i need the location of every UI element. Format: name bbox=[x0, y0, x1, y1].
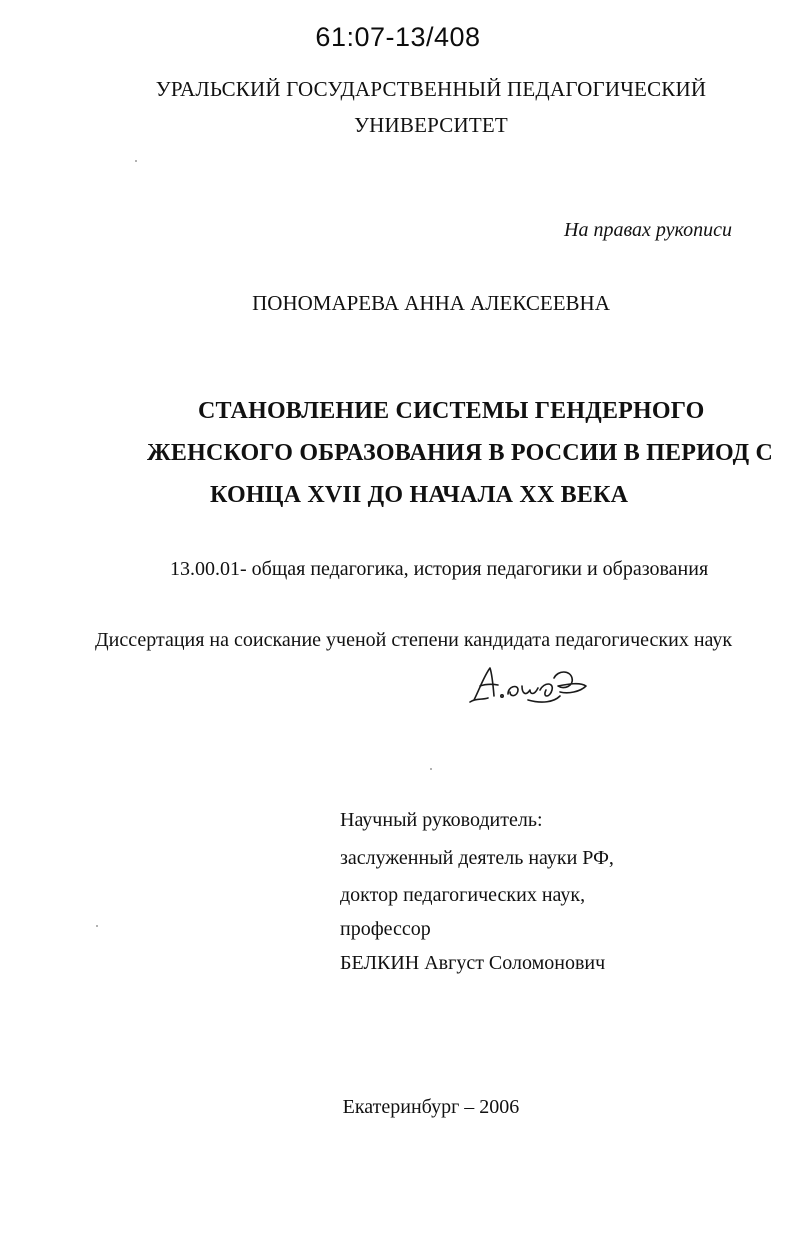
library-stamp-code: 61:07-13/408 bbox=[315, 22, 481, 52]
dissertation-title-line1: СТАНОВЛЕНИЕ СИСТЕМЫ ГЕНДЕРНОГО bbox=[198, 398, 705, 424]
author-name: ПОНОМАРЕВА АННА АЛЕКСЕЕВНА bbox=[252, 291, 610, 315]
dissertation-title-line2: ЖЕНСКОГО ОБРАЗОВАНИЯ В РОССИИ В ПЕРИОД С bbox=[147, 440, 774, 466]
supervisor-name: БЕЛКИН Август Соломонович bbox=[340, 952, 606, 974]
university-name-line1: УРАЛЬСКИЙ ГОСУДАРСТВЕННЫЙ ПЕДАГОГИЧЕСКИЙ bbox=[155, 77, 707, 101]
scan-speck bbox=[430, 768, 432, 770]
author-signature bbox=[468, 660, 598, 713]
city-year: Екатеринбург – 2006 bbox=[342, 1096, 520, 1118]
supervisor-label: Научный руководитель: bbox=[340, 809, 543, 831]
supervisor-degree: доктор педагогических наук, bbox=[340, 884, 586, 906]
dissertation-degree-note: Диссертация на соискание ученой степени кандидата педагогических наук bbox=[95, 629, 733, 651]
scan-speck bbox=[96, 925, 98, 927]
dissertation-title-line3: КОНЦА XVII ДО НАЧАЛА XX ВЕКА bbox=[210, 482, 629, 508]
supervisor-rank: профессор bbox=[340, 918, 431, 940]
university-name-line2: УНИВЕРСИТЕТ bbox=[354, 113, 508, 137]
scan-speck bbox=[135, 160, 137, 162]
signature-icon bbox=[468, 660, 598, 708]
specialty-code: 13.00.01- общая педагогика, история педагогики и образования bbox=[170, 558, 709, 580]
supervisor-honor: заслуженный деятель науки РФ, bbox=[340, 847, 614, 869]
manuscript-rights-note: На правах рукописи bbox=[564, 219, 732, 241]
